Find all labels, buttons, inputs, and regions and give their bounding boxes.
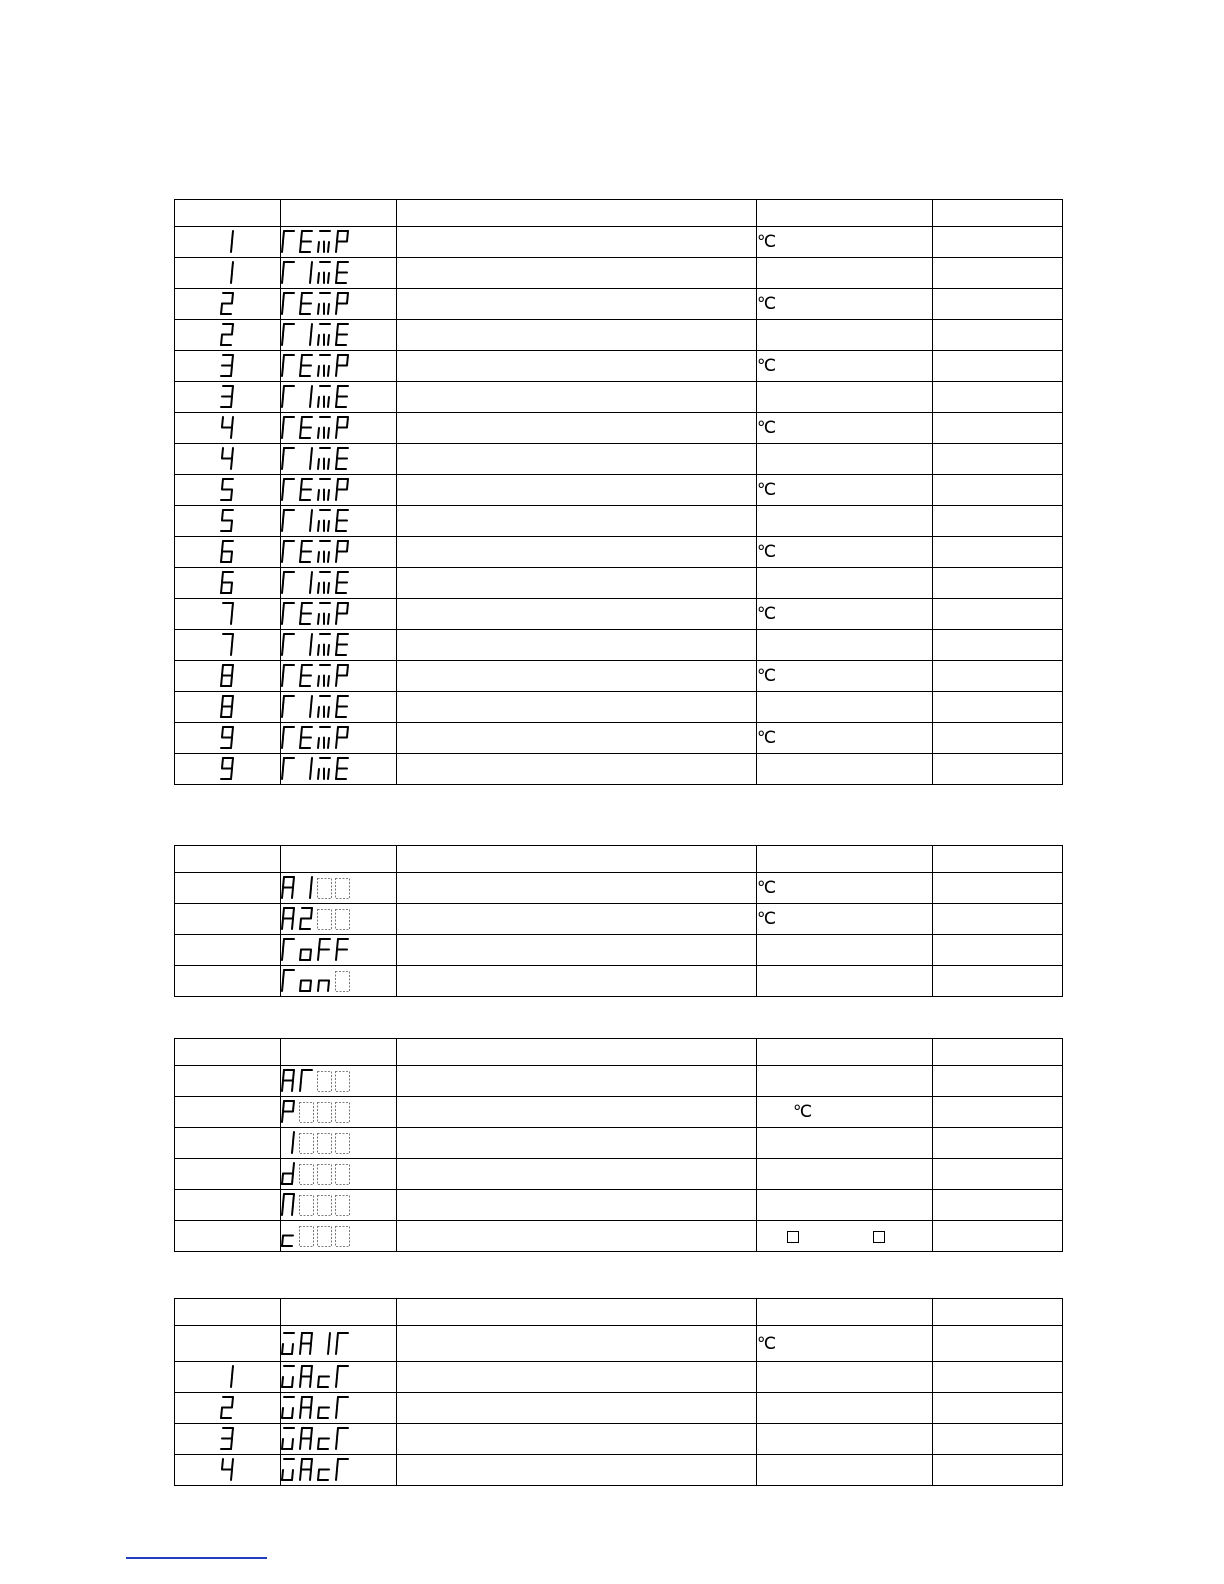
step-number: [175, 966, 281, 997]
unit-cell: [757, 692, 933, 723]
segment-display-code: [281, 260, 355, 286]
header-cell: [757, 1299, 933, 1326]
value-cell: [933, 537, 1063, 568]
value-cell: [933, 1066, 1063, 1097]
segment-display-code: [281, 477, 355, 503]
value-cell: [933, 1159, 1063, 1190]
table-row: [175, 935, 1063, 966]
unit-label: ℃: [757, 294, 777, 313]
description-cell: [397, 692, 757, 723]
unit-cell: [757, 1221, 933, 1252]
step-number: [175, 873, 281, 904]
segment-display-code: [281, 906, 355, 932]
table-row: [175, 351, 1063, 382]
table-row: [175, 1190, 1063, 1221]
value-cell: [933, 1326, 1063, 1362]
segment-display-code: [281, 875, 355, 901]
value-cell: [933, 723, 1063, 754]
step-number: [175, 568, 281, 599]
value-cell: [933, 351, 1063, 382]
segment-display-code: [281, 1457, 355, 1483]
step-number: [175, 1326, 281, 1362]
header-cell: [933, 846, 1063, 873]
segment-digit: [220, 353, 236, 379]
unit-label: ℃: [757, 728, 777, 747]
segment-digit: [220, 1426, 236, 1452]
parameter-code: [281, 935, 397, 966]
segment-display-code: [281, 229, 355, 255]
header-cell: [933, 1299, 1063, 1326]
value-cell: [933, 1362, 1063, 1393]
description-cell: [397, 1424, 757, 1455]
description-cell: [397, 475, 757, 506]
unit-cell: [757, 227, 933, 258]
step-number: [175, 692, 281, 723]
table-row: [175, 1097, 1063, 1128]
segment-digit: [220, 1364, 236, 1390]
unit-cell: [757, 935, 933, 966]
segment-display-code: [281, 1364, 355, 1390]
value-cell: [933, 320, 1063, 351]
step-number: [175, 506, 281, 537]
segment-display-code: [281, 1161, 355, 1187]
description-cell: [397, 506, 757, 537]
step-number: [175, 444, 281, 475]
parameter-code: [281, 661, 397, 692]
parameter-code: [281, 351, 397, 382]
parameter-table-1: [174, 199, 1063, 785]
segment-display-code: [281, 694, 355, 720]
description-cell: [397, 1362, 757, 1393]
parameter-code: [281, 568, 397, 599]
table-row: [175, 475, 1063, 506]
value-cell: [933, 630, 1063, 661]
step-number: [175, 258, 281, 289]
step-number: [175, 382, 281, 413]
segment-digit: [220, 725, 236, 751]
step-number: [175, 537, 281, 568]
segment-digit: [220, 570, 236, 596]
value-cell: [933, 1393, 1063, 1424]
header-cell: [281, 1299, 397, 1326]
value-cell: [933, 661, 1063, 692]
unit-cell: [757, 475, 933, 506]
header-cell: [933, 200, 1063, 227]
table-row: [175, 599, 1063, 630]
step-number: [175, 1455, 281, 1486]
table-row: [175, 723, 1063, 754]
step-number: [175, 1362, 281, 1393]
step-number: [175, 1159, 281, 1190]
parameter-code: [281, 1455, 397, 1486]
table-row: [175, 904, 1063, 935]
segment-digit: [220, 415, 236, 441]
segment-display-code: [281, 415, 355, 441]
parameter-code: [281, 692, 397, 723]
description-cell: [397, 444, 757, 475]
description-cell: [397, 1190, 757, 1221]
segment-display-code: [281, 570, 355, 596]
segment-display-code: [281, 291, 355, 317]
value-cell: [933, 289, 1063, 320]
segment-display-code: [281, 756, 355, 782]
value-cell: [933, 935, 1063, 966]
table-row: [175, 320, 1063, 351]
step-number: [175, 630, 281, 661]
segment-digit: [220, 446, 236, 472]
table-row: [175, 444, 1063, 475]
table-row: [175, 1128, 1063, 1159]
segment-digit: [220, 632, 236, 658]
step-number: [175, 661, 281, 692]
unit-cell: [757, 754, 933, 785]
unit-label: ℃: [757, 878, 777, 897]
unit-label: ℃: [757, 604, 777, 623]
header-cell: [175, 1039, 281, 1066]
unit-cell: [757, 723, 933, 754]
table-row: [175, 1362, 1063, 1393]
description-cell: [397, 1159, 757, 1190]
unit-cell: [757, 966, 933, 997]
segment-digit: [220, 663, 236, 689]
step-number: [175, 1221, 281, 1252]
table-row: [175, 1393, 1063, 1424]
step-number: [175, 351, 281, 382]
header-cell: [397, 200, 757, 227]
description-cell: [397, 873, 757, 904]
unit-cell: [757, 351, 933, 382]
header-cell: [397, 1299, 757, 1326]
segment-display-code: [281, 601, 355, 627]
step-number: [175, 1066, 281, 1097]
parameter-code: [281, 475, 397, 506]
segment-display-code: [281, 968, 355, 994]
value-cell: [933, 904, 1063, 935]
segment-digit: [220, 229, 236, 255]
segment-display-code: [281, 1395, 355, 1421]
parameter-code: [281, 444, 397, 475]
description-cell: [397, 1097, 757, 1128]
description-cell: [397, 568, 757, 599]
parameter-code: [281, 1128, 397, 1159]
value-cell: [933, 873, 1063, 904]
table-row: [175, 382, 1063, 413]
segment-digit: [220, 756, 236, 782]
description-cell: [397, 258, 757, 289]
value-cell: [933, 506, 1063, 537]
table-header-row: [175, 846, 1063, 873]
segment-display-code: [281, 725, 355, 751]
segment-digit: [220, 322, 236, 348]
unit-label: ℃: [757, 542, 777, 561]
description-cell: [397, 661, 757, 692]
description-cell: [397, 1455, 757, 1486]
parameter-code: [281, 904, 397, 935]
parameter-code: [281, 754, 397, 785]
description-cell: [397, 537, 757, 568]
table-row: [175, 227, 1063, 258]
segment-display-code: [281, 1099, 355, 1125]
unit-label: ℃: [757, 666, 777, 685]
value-cell: [933, 1097, 1063, 1128]
parameter-table-3: [174, 1038, 1063, 1252]
parameter-code: [281, 599, 397, 630]
option-checkbox[interactable]: [873, 1231, 885, 1243]
parameter-code: [281, 258, 397, 289]
unit-label: ℃: [757, 1333, 777, 1353]
unit-cell: [757, 1066, 933, 1097]
unit-cell: [757, 1424, 933, 1455]
unit-label: ℃: [757, 909, 777, 928]
unit-label: ℃: [757, 232, 777, 251]
header-cell: [397, 1039, 757, 1066]
table-row: [175, 537, 1063, 568]
step-number: [175, 1097, 281, 1128]
header-cell: [933, 1039, 1063, 1066]
unit-cell: [757, 382, 933, 413]
option-checkbox[interactable]: [787, 1231, 799, 1243]
parameter-code: [281, 1393, 397, 1424]
table-header-row: [175, 1299, 1063, 1326]
unit-cell: [757, 320, 933, 351]
description-cell: [397, 289, 757, 320]
table-row: [175, 413, 1063, 444]
description-cell: [397, 320, 757, 351]
unit-label: ℃: [757, 418, 777, 437]
segment-display-code: [281, 353, 355, 379]
step-number: [175, 1190, 281, 1221]
parameter-code: [281, 966, 397, 997]
description-cell: [397, 351, 757, 382]
value-cell: [933, 599, 1063, 630]
segment-digit: [220, 477, 236, 503]
description-cell: [397, 1393, 757, 1424]
table-row: [175, 630, 1063, 661]
value-cell: [933, 413, 1063, 444]
segment-display-code: [281, 1130, 355, 1156]
table-row: [175, 1326, 1063, 1362]
value-cell: [933, 754, 1063, 785]
parameter-code: [281, 1097, 397, 1128]
segment-digit: [220, 1395, 236, 1421]
value-cell: [933, 1424, 1063, 1455]
step-number: [175, 289, 281, 320]
value-cell: [933, 444, 1063, 475]
header-cell: [175, 200, 281, 227]
description-cell: [397, 935, 757, 966]
segment-display-code: [281, 1331, 355, 1357]
description-cell: [397, 723, 757, 754]
segment-digit: [220, 508, 236, 534]
value-cell: [933, 475, 1063, 506]
parameter-code: [281, 1190, 397, 1221]
unit-cell: [757, 1455, 933, 1486]
step-number: [175, 320, 281, 351]
header-cell: [175, 1299, 281, 1326]
parameter-code: [281, 723, 397, 754]
table-row: [175, 506, 1063, 537]
parameter-code: [281, 413, 397, 444]
parameter-code: [281, 320, 397, 351]
table-header-row: [175, 200, 1063, 227]
parameter-table-2: [174, 845, 1063, 997]
segment-display-code: [281, 937, 355, 963]
unit-cell: [757, 873, 933, 904]
parameter-code: [281, 1362, 397, 1393]
header-cell: [175, 846, 281, 873]
value-cell: [933, 227, 1063, 258]
header-cell: [757, 846, 933, 873]
unit-cell: [757, 1128, 933, 1159]
table-row: [175, 661, 1063, 692]
description-cell: [397, 382, 757, 413]
table-row: [175, 1455, 1063, 1486]
value-cell: [933, 382, 1063, 413]
value-cell: [933, 1455, 1063, 1486]
segment-display-code: [281, 508, 355, 534]
unit-cell: [757, 630, 933, 661]
step-number: [175, 723, 281, 754]
parameter-code: [281, 1159, 397, 1190]
value-cell: [933, 692, 1063, 723]
description-cell: [397, 1221, 757, 1252]
unit-cell: [757, 258, 933, 289]
description-cell: [397, 599, 757, 630]
description-cell: [397, 754, 757, 785]
description-cell: [397, 413, 757, 444]
description-cell: [397, 1066, 757, 1097]
segment-digit: [220, 291, 236, 317]
segment-display-code: [281, 1426, 355, 1452]
step-number: [175, 935, 281, 966]
table-row: [175, 1424, 1063, 1455]
header-cell: [757, 200, 933, 227]
table-row: [175, 966, 1063, 997]
unit-cell: [757, 413, 933, 444]
description-cell: [397, 904, 757, 935]
description-cell: [397, 630, 757, 661]
unit-cell: [757, 904, 933, 935]
description-cell: [397, 1128, 757, 1159]
step-number: [175, 599, 281, 630]
segment-digit: [220, 694, 236, 720]
step-number: [175, 1424, 281, 1455]
segment-display-code: [281, 322, 355, 348]
table-row: [175, 1221, 1063, 1252]
header-cell: [281, 846, 397, 873]
step-number: [175, 475, 281, 506]
parameter-code: [281, 289, 397, 320]
table-header-row: [175, 1039, 1063, 1066]
step-number: [175, 754, 281, 785]
step-number: [175, 413, 281, 444]
header-cell: [281, 200, 397, 227]
description-cell: [397, 966, 757, 997]
parameter-code: [281, 537, 397, 568]
table-row: [175, 289, 1063, 320]
step-number: [175, 904, 281, 935]
unit-cell: [757, 568, 933, 599]
footer-link-underline: [126, 1557, 267, 1559]
value-cell: [933, 568, 1063, 599]
value-cell: [933, 1190, 1063, 1221]
table-row: [175, 1066, 1063, 1097]
unit-cell: [757, 1190, 933, 1221]
step-number: [175, 1128, 281, 1159]
unit-cell: [757, 1326, 933, 1362]
step-number: [175, 1393, 281, 1424]
parameter-code: [281, 1326, 397, 1362]
unit-label: ℃: [757, 480, 777, 499]
step-number: [175, 227, 281, 258]
value-cell: [933, 1128, 1063, 1159]
segment-digit: [220, 384, 236, 410]
unit-label: ℃: [757, 356, 777, 375]
parameter-code: [281, 227, 397, 258]
value-cell: [933, 966, 1063, 997]
parameter-code: [281, 506, 397, 537]
unit-cell: [757, 537, 933, 568]
segment-digit: [220, 1457, 236, 1483]
parameter-code: [281, 630, 397, 661]
unit-label: ℃: [793, 1102, 813, 1121]
segment-display-code: [281, 632, 355, 658]
unit-cell: [757, 1097, 933, 1128]
unit-cell: [757, 1159, 933, 1190]
segment-display-code: [281, 663, 355, 689]
unit-cell: [757, 599, 933, 630]
segment-digit: [220, 539, 236, 565]
segment-digit: [220, 601, 236, 627]
header-cell: [757, 1039, 933, 1066]
table-row: [175, 754, 1063, 785]
table-row: [175, 1159, 1063, 1190]
segment-display-code: [281, 1223, 355, 1249]
parameter-code: [281, 873, 397, 904]
unit-cell: [757, 1393, 933, 1424]
parameter-code: [281, 382, 397, 413]
unit-cell: [757, 444, 933, 475]
table-row: [175, 873, 1063, 904]
table-row: [175, 568, 1063, 599]
unit-cell: [757, 661, 933, 692]
parameter-table-4: [174, 1298, 1063, 1486]
segment-display-code: [281, 539, 355, 565]
segment-digit: [220, 260, 236, 286]
segment-display-code: [281, 384, 355, 410]
header-cell: [281, 1039, 397, 1066]
table-row: [175, 258, 1063, 289]
unit-cell: [757, 1362, 933, 1393]
segment-display-code: [281, 1192, 355, 1218]
header-cell: [397, 846, 757, 873]
parameter-code: [281, 1424, 397, 1455]
unit-cell: [757, 506, 933, 537]
value-cell: [933, 258, 1063, 289]
unit-cell: [757, 289, 933, 320]
description-cell: [397, 1326, 757, 1362]
table-row: [175, 692, 1063, 723]
value-cell: [933, 1221, 1063, 1252]
segment-display-code: [281, 1068, 355, 1094]
description-cell: [397, 227, 757, 258]
parameter-code: [281, 1066, 397, 1097]
parameter-code: [281, 1221, 397, 1252]
segment-display-code: [281, 446, 355, 472]
